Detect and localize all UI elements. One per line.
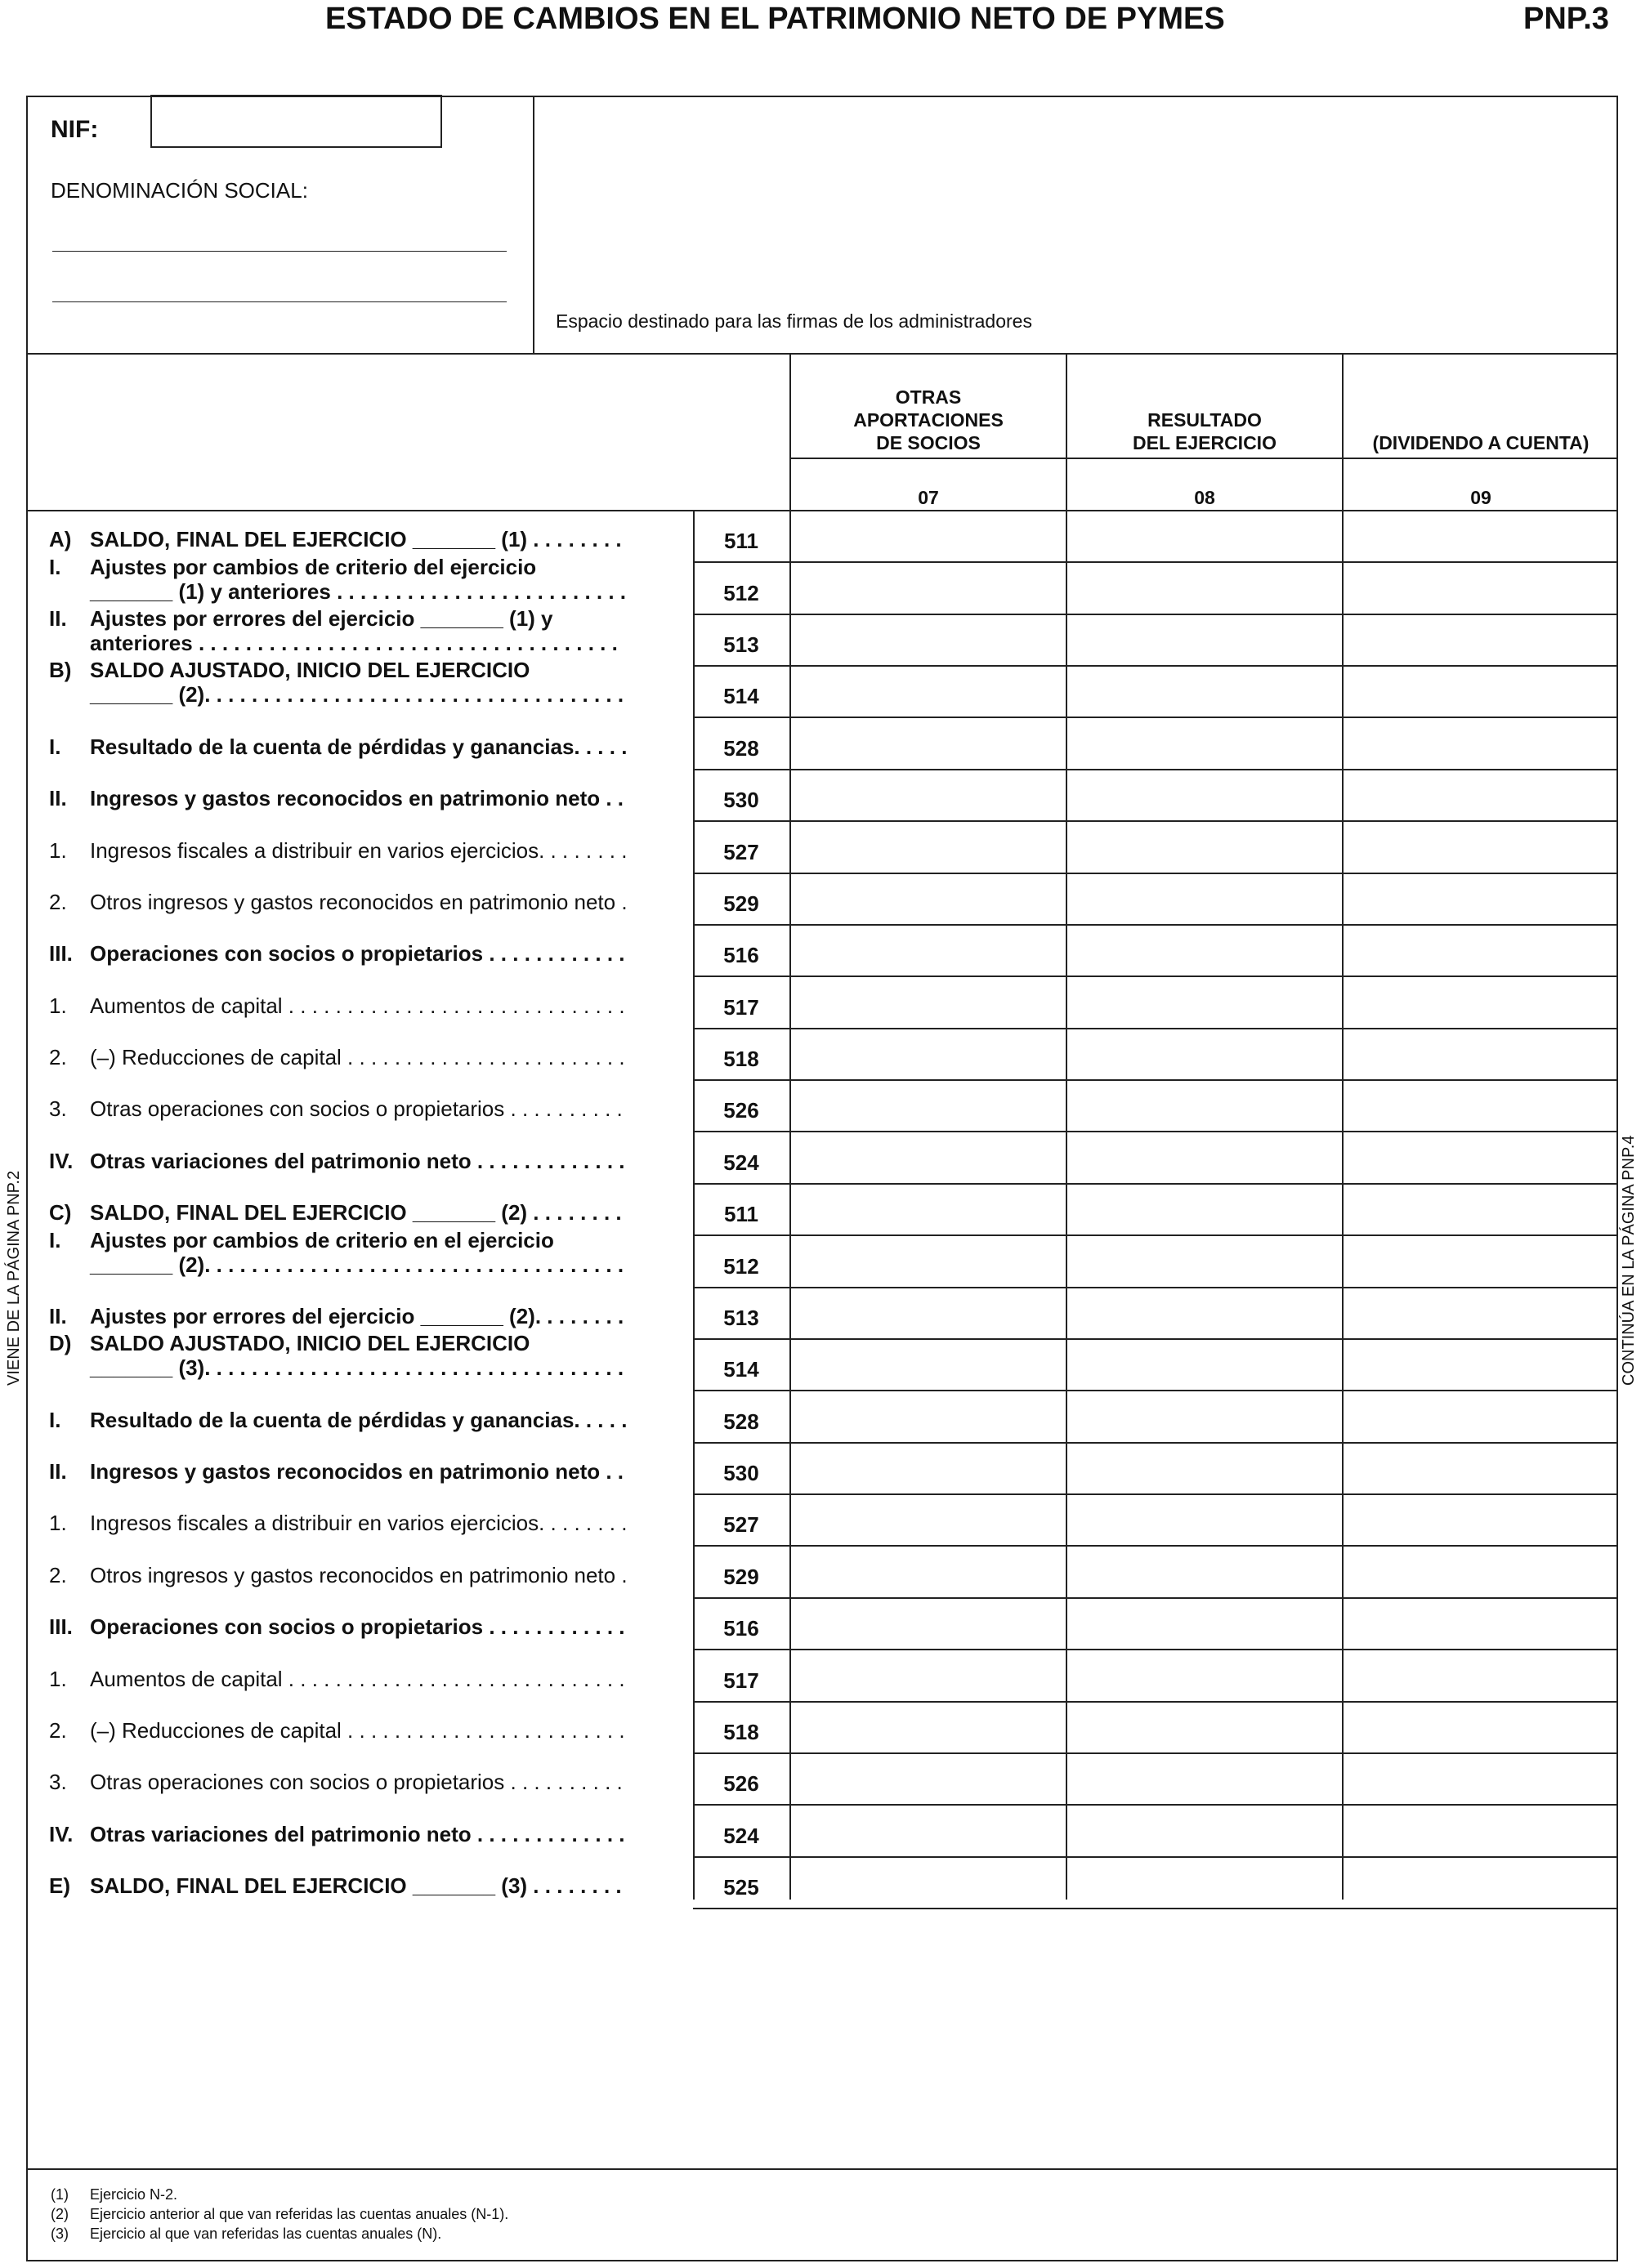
row-description-line: Operaciones con socios o propietarios . . . . . . . . . . . . [90, 941, 625, 967]
footnote-text: Ejercicio al que van referidas las cuentas anuales (N). [90, 2226, 442, 2242]
row-item-number: IV. [49, 1148, 74, 1173]
amount-cell-09[interactable] [1344, 1444, 1616, 1492]
row-item-number: 2. [49, 889, 67, 914]
amount-cell-07[interactable] [791, 770, 1064, 819]
amount-cell-09[interactable] [1344, 563, 1616, 611]
row-description [90, 838, 719, 863]
row-item-number: 1. [49, 837, 67, 863]
row-code: 512 [723, 580, 759, 605]
amount-cell-09[interactable] [1344, 1703, 1616, 1751]
amount-cell-09[interactable] [1344, 1599, 1616, 1647]
amount-cell-07[interactable] [791, 926, 1064, 974]
amount-cell-09[interactable] [1344, 1029, 1616, 1078]
row-code: 516 [723, 943, 759, 968]
row-code: 527 [723, 839, 759, 864]
amount-cell-08[interactable] [1067, 1185, 1340, 1233]
amount-cell-08[interactable] [1067, 1703, 1340, 1751]
row-description-line: Aumentos de capital . . . . . . . . . . . . . . . . . . . . . . . . . . . . . [90, 1666, 625, 1691]
amount-cell-09[interactable] [1344, 822, 1616, 870]
header-divider [533, 96, 534, 354]
amount-cell-07[interactable] [791, 1185, 1064, 1233]
amount-cell-08[interactable] [1067, 1444, 1340, 1492]
row-code: 511 [724, 1202, 758, 1227]
amount-cell-09[interactable] [1344, 874, 1616, 922]
amount-cell-08[interactable] [1067, 563, 1340, 611]
row-description-line: Otros ingresos y gastos reconocidos en patrimonio neto . [90, 1562, 628, 1587]
amount-cell-08[interactable] [1067, 615, 1340, 663]
amount-cell-08[interactable] [1067, 1547, 1340, 1595]
row-item-number: C) [49, 1200, 72, 1226]
row-description [90, 941, 719, 966]
row-code: 526 [723, 1771, 759, 1797]
amount-cell-09[interactable] [1344, 1081, 1616, 1129]
amount-cell-09[interactable] [1344, 1236, 1616, 1284]
row-code: 524 [723, 1823, 759, 1848]
amount-cell-07[interactable] [791, 1754, 1064, 1802]
col-07-heading: OTRAS APORTACIONES DE SOCIOS [853, 386, 1004, 453]
amount-cell-07[interactable] [791, 1288, 1064, 1337]
nif-input[interactable] [150, 95, 442, 148]
row-description [90, 1873, 719, 1898]
form-title: ESTADO DE CAMBIOS EN EL PATRIMONIO NETO DE PYMES [325, 2, 1225, 36]
row-item-number: E) [49, 1873, 70, 1898]
amount-cell-09[interactable] [1344, 977, 1616, 1025]
row-code: 514 [723, 684, 759, 709]
row-code: 529 [723, 1564, 759, 1589]
row-description [90, 1511, 719, 1535]
header-bottom-rule [26, 353, 1618, 355]
row-description-line: _______ (3). . . . . . . . . . . . . . . . . . . . . . . . . . . . . . . . . . . . [90, 1355, 624, 1381]
row-code: 518 [723, 1047, 759, 1072]
amount-cell-08[interactable] [1067, 1132, 1340, 1181]
row-code: 512 [723, 1253, 759, 1279]
amount-cell-09[interactable] [1344, 718, 1616, 766]
row-description-line: Ajustes por errores del ejercicio _______ (1) y [90, 606, 553, 632]
row-description-line: anteriores . . . . . . . . . . . . . . . . . . . . . . . . . . . . . . . . . . . . [90, 631, 618, 656]
amount-cell-07[interactable] [791, 1806, 1064, 1854]
amount-cell-08[interactable] [1067, 1081, 1340, 1129]
footnote [51, 2224, 441, 2243]
row-code: 517 [723, 994, 759, 1020]
amount-cell-09[interactable] [1344, 926, 1616, 974]
amount-cell-07[interactable] [791, 874, 1064, 922]
amount-cell-07[interactable] [791, 1444, 1064, 1492]
row-description-line: Otras operaciones con socios o propietarios . . . . . . . . . . [90, 1770, 623, 1795]
row-description-line: Ingresos y gastos reconocidos en patrimonio neto . . [90, 1459, 624, 1484]
row-code: 529 [723, 891, 759, 916]
amount-cell-08[interactable] [1067, 1236, 1340, 1284]
row-code: 524 [723, 1150, 759, 1175]
amount-cell-08[interactable] [1067, 822, 1340, 870]
row-rule [693, 1908, 1618, 1909]
row-description-line: Otros ingresos y gastos reconocidos en patrimonio neto . [90, 889, 628, 914]
col-07-number: 07 [918, 487, 939, 508]
row-description-line: Ajustes por cambios de criterio del ejercicio [90, 554, 537, 579]
row-item-number: 2. [49, 1717, 67, 1743]
denominacion-label: DENOMINACIÓN SOCIAL: [51, 178, 308, 203]
row-item-number: III. [49, 1614, 73, 1640]
amount-cell-08[interactable] [1067, 1650, 1340, 1699]
footnote [51, 2204, 508, 2224]
amount-cell-09[interactable] [1344, 1391, 1616, 1440]
col-08-heading: RESULTADO DEL EJERCICIO [1133, 409, 1277, 453]
amount-cell-07[interactable] [791, 1547, 1064, 1595]
row-description-line: Resultado de la cuenta de pérdidas y ganancias. . . . . [90, 1407, 628, 1432]
amount-cell-07[interactable] [791, 1599, 1064, 1647]
row-item-number: IV. [49, 1821, 74, 1846]
amount-cell-08[interactable] [1067, 1599, 1340, 1647]
row-description [90, 890, 719, 914]
amount-cell-08[interactable] [1067, 718, 1340, 766]
row-item-number: 2. [49, 1562, 67, 1587]
row-description-line: (–) Reducciones de capital . . . . . . . . . . . . . . . . . . . . . . . . [90, 1045, 625, 1070]
amount-cell-08[interactable] [1067, 926, 1340, 974]
amount-cell-07[interactable] [791, 563, 1064, 611]
amount-cell-07[interactable] [791, 718, 1064, 766]
row-code: 516 [723, 1616, 759, 1641]
amount-cell-09[interactable] [1344, 1650, 1616, 1699]
amount-cell-09[interactable] [1344, 1806, 1616, 1854]
amount-cell-07[interactable] [791, 977, 1064, 1025]
row-description [90, 527, 719, 551]
row-description-line: Ingresos fiscales a distribuir en varios ejercicios. . . . . . . . [90, 837, 628, 863]
amount-cell-08[interactable] [1067, 770, 1340, 819]
amount-cell-07[interactable] [791, 667, 1064, 715]
row-item-number: III. [49, 941, 73, 967]
row-item-number: 1. [49, 1511, 67, 1536]
row-description-line: _______ (2). . . . . . . . . . . . . . . . . . . . . . . . . . . . . . . . . . . . [90, 1252, 624, 1277]
row-description [90, 1200, 719, 1225]
row-item-number: II. [49, 606, 67, 632]
row-description-line: (–) Reducciones de capital . . . . . . . . . . . . . . . . . . . . . . . . [90, 1717, 625, 1743]
amount-cell-07[interactable] [791, 1703, 1064, 1751]
row-description [90, 1718, 719, 1743]
amount-cell-07[interactable] [791, 1081, 1064, 1129]
row-code: 530 [723, 1461, 759, 1486]
row-code: 525 [723, 1874, 759, 1900]
row-description [90, 993, 719, 1018]
amount-cell-08[interactable] [1067, 1340, 1340, 1388]
amount-cell-07[interactable] [791, 615, 1064, 663]
signature-space-label: Espacio destinado para las firmas de los administradores [556, 310, 1032, 332]
row-description-line: Operaciones con socios o propietarios . . . . . . . . . . . . [90, 1614, 625, 1640]
row-description-line: SALDO AJUSTADO, INICIO DEL EJERCICIO [90, 658, 530, 683]
amount-cell-07[interactable] [791, 1495, 1064, 1543]
row-description [90, 1667, 719, 1691]
footnote-number: (3) [51, 2226, 69, 2242]
amount-cell-09[interactable] [1344, 615, 1616, 663]
amount-cell-08[interactable] [1067, 1495, 1340, 1543]
row-description [90, 1563, 719, 1587]
row-description [90, 1331, 719, 1380]
row-description-line: SALDO AJUSTADO, INICIO DEL EJERCICIO [90, 1331, 530, 1356]
denominacion-line-2[interactable] [52, 301, 507, 302]
row-description-line: Resultado de la cuenta de pérdidas y ganancias. . . . . [90, 734, 628, 759]
row-description-line: Otras variaciones del patrimonio neto . . . . . . . . . . . . . [90, 1821, 625, 1846]
row-description [90, 1096, 719, 1121]
row-description-line: Otras variaciones del patrimonio neto . . . . . . . . . . . . . [90, 1148, 625, 1173]
amount-cell-09[interactable] [1344, 1547, 1616, 1595]
amount-cell-09[interactable] [1344, 1754, 1616, 1802]
row-description-line: Ingresos fiscales a distribuir en varios ejercicios. . . . . . . . [90, 1511, 628, 1536]
row-description [90, 1770, 719, 1794]
col-09-heading: (DIVIDENDO A CUENTA) [1372, 432, 1590, 453]
amount-cell-07[interactable] [791, 1132, 1064, 1181]
row-item-number: II. [49, 786, 67, 811]
amount-cell-07[interactable] [791, 1029, 1064, 1078]
amount-cell-09[interactable] [1344, 667, 1616, 715]
row-code: 518 [723, 1719, 759, 1744]
amount-cell-09[interactable] [1344, 1340, 1616, 1388]
amount-cell-09[interactable] [1344, 1495, 1616, 1543]
row-item-number: I. [49, 554, 61, 579]
row-item-number: 3. [49, 1096, 67, 1122]
row-description [90, 606, 719, 655]
col-08-number: 08 [1194, 487, 1215, 508]
row-item-number: A) [49, 527, 72, 552]
amount-cell-08[interactable] [1067, 1806, 1340, 1854]
row-code: 511 [724, 529, 758, 554]
row-description-line: _______ (2). . . . . . . . . . . . . . . . . . . . . . . . . . . . . . . . . . . . [90, 682, 624, 708]
row-description-line: Otras operaciones con socios o propietarios . . . . . . . . . . [90, 1096, 623, 1122]
side-note-right: CONTINÚA EN LA PÁGINA PNP.4 [1620, 1135, 1638, 1386]
row-description [90, 786, 719, 810]
amount-cell-07[interactable] [791, 1236, 1064, 1284]
row-item-number: 2. [49, 1045, 67, 1070]
row-description [90, 1149, 719, 1173]
amount-cell-08[interactable] [1067, 977, 1340, 1025]
nif-label: NIF: [51, 116, 99, 143]
row-description [90, 1408, 719, 1432]
footnote-text: Ejercicio anterior al que van referidas las cuentas anuales (N-1). [90, 2206, 509, 2222]
row-description [90, 658, 719, 707]
row-code: 528 [723, 1409, 759, 1434]
amount-cell-07[interactable] [791, 1858, 1064, 1906]
amount-cell-07[interactable] [791, 1391, 1064, 1440]
amount-cell-08[interactable] [1067, 1391, 1340, 1440]
row-item-number: II. [49, 1459, 67, 1484]
row-description-line: SALDO, FINAL DEL EJERCICIO _______ (3) . . . . . . . . [90, 1873, 622, 1898]
row-description [90, 1045, 719, 1069]
row-item-number: B) [49, 658, 72, 683]
row-description-line: SALDO, FINAL DEL EJERCICIO _______ (2) . . . . . . . . [90, 1200, 622, 1226]
side-note-left: VIENE DE LA PÁGINA PNP.2 [5, 1170, 23, 1386]
amount-cell-08[interactable] [1067, 667, 1340, 715]
amount-cell-09[interactable] [1344, 1132, 1616, 1181]
row-description-line: Ajustes por errores del ejercicio _______ (2). . . . . . . . [90, 1303, 624, 1328]
footnote [51, 2185, 177, 2204]
row-description [90, 1459, 719, 1484]
amount-cell-08[interactable] [1067, 874, 1340, 922]
row-description-line: Ajustes por cambios de criterio en el ejercicio [90, 1227, 554, 1252]
amount-cell-08[interactable] [1067, 1754, 1340, 1802]
row-description-line: _______ (1) y anteriores . . . . . . . . . . . . . . . . . . . . . . . . . [90, 578, 627, 604]
amount-cell-08[interactable] [1067, 1288, 1340, 1337]
row-code: 530 [723, 788, 759, 813]
footnote-text: Ejercicio N-2. [90, 2186, 178, 2203]
amount-cell-09[interactable] [1344, 511, 1616, 560]
footnote-number: (1) [51, 2186, 69, 2203]
amount-cell-07[interactable] [791, 511, 1064, 560]
row-code: 513 [723, 1305, 759, 1330]
column-number-rule [789, 458, 1618, 459]
amount-cell-08[interactable] [1067, 511, 1340, 560]
row-item-number: I. [49, 1227, 61, 1252]
form-code: PNP.3 [1523, 2, 1609, 36]
row-code: 514 [723, 1357, 759, 1382]
row-code: 528 [723, 735, 759, 761]
row-item-number: 1. [49, 1666, 67, 1691]
col-09-number: 09 [1470, 487, 1491, 508]
amount-cell-07[interactable] [791, 822, 1064, 870]
row-description [90, 1614, 719, 1639]
row-code: 526 [723, 1098, 759, 1123]
row-code: 527 [723, 1512, 759, 1538]
amount-cell-09[interactable] [1344, 1288, 1616, 1337]
amount-cell-07[interactable] [791, 1650, 1064, 1699]
row-description [90, 555, 719, 604]
row-description [90, 1228, 719, 1277]
denominacion-line-1[interactable] [52, 251, 507, 252]
row-description-line: Ingresos y gastos reconocidos en patrimonio neto . . [90, 786, 624, 811]
amount-cell-08[interactable] [1067, 1858, 1340, 1906]
row-item-number: I. [49, 734, 61, 759]
amount-cell-08[interactable] [1067, 1029, 1340, 1078]
footnote-number: (2) [51, 2206, 69, 2222]
row-description [90, 734, 719, 759]
row-description-line: Aumentos de capital . . . . . . . . . . . . . . . . . . . . . . . . . . . . . [90, 993, 625, 1018]
row-item-number: 1. [49, 993, 67, 1018]
amount-cell-09[interactable] [1344, 770, 1616, 819]
row-code: 513 [723, 632, 759, 658]
row-description [90, 1822, 719, 1846]
footnote-rule [26, 2168, 1618, 2170]
row-item-number: II. [49, 1303, 67, 1328]
row-item-number: D) [49, 1331, 72, 1356]
amount-cell-09[interactable] [1344, 1858, 1616, 1906]
row-item-number: I. [49, 1407, 61, 1432]
row-item-number: 3. [49, 1770, 67, 1795]
amount-cell-07[interactable] [791, 1340, 1064, 1388]
row-description-line: SALDO, FINAL DEL EJERCICIO _______ (1) . . . . . . . . [90, 527, 622, 552]
row-code: 517 [723, 1668, 759, 1693]
row-description [90, 1304, 719, 1328]
amount-cell-09[interactable] [1344, 1185, 1616, 1233]
